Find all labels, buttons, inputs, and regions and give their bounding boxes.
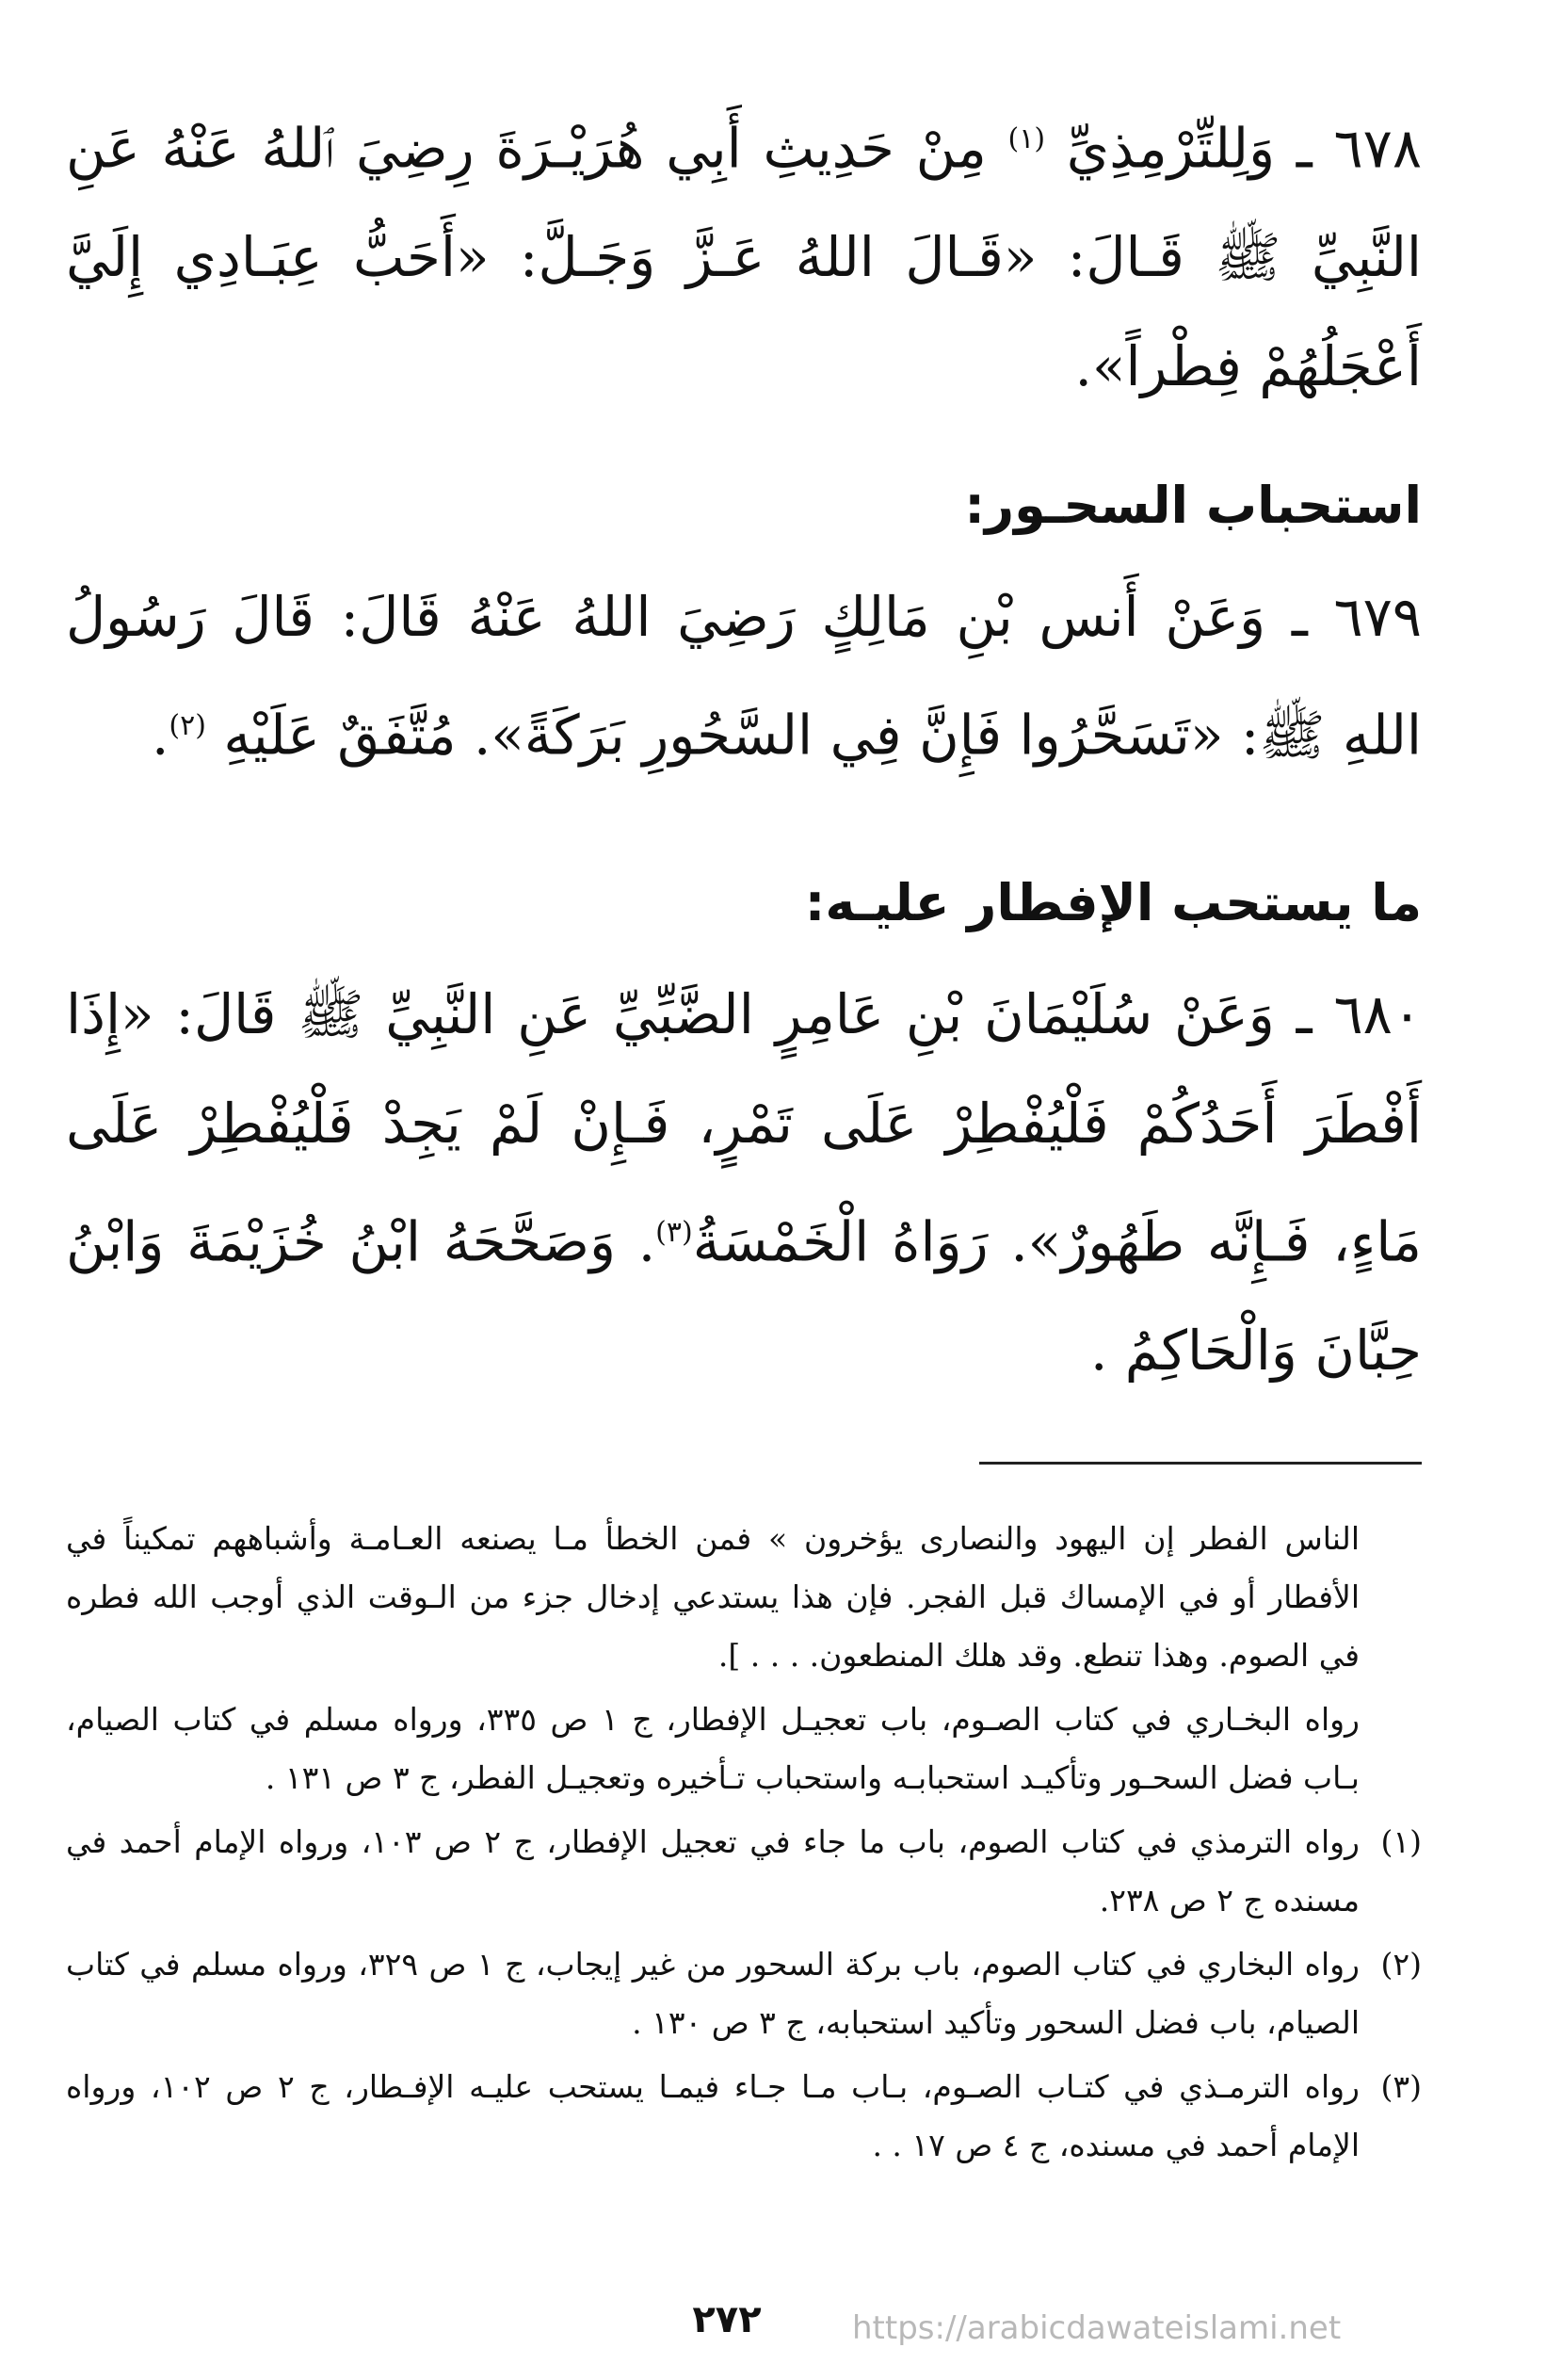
footnote-indent: [1360, 1691, 1422, 1807]
footnote-3: [66, 2058, 1422, 2175]
footnote-1-text: رواه الترمذي في كتاب الصوم، باب ما جاء في تعجيل الإفطار، ج ٢ ص ١٠٣، ورواه الإمام أحمد في مسنده ج ٢ ص ٢٣٨.: [66, 1822, 1360, 1919]
footnote-ref-2: (٢): [169, 709, 206, 743]
hadith-680: [66, 960, 1422, 1405]
footnote-ref-3: (٣): [655, 1215, 693, 1249]
hadith-680-text-a: ٦٨٠ ـ وَعَنْ سُلَيْمَانَ بْنِ عَامِرٍ الضَّبِّيِّ عَنِ النَّبِيِّ ﷺ قَالَ: «إِذَا أَفْطَرَ أَحَدُكُمْ فَلْيُفْطِرْ عَلَى تَمْرٍ، فَـإِنْ لَمْ يَجِدْ فَلْيُفْطِرْ عَلَى مَاءٍ، فَـإِنَّه طَهُورٌ». رَوَاهُ الْخَمْسَةُ: [66, 981, 1422, 1273]
footnote-2: [66, 1935, 1422, 2052]
page-number: ٢٧٢: [692, 2298, 762, 2341]
hadith-678-text-a: ٦٧٨ ـ وَلِلتِّرْمِذِيِّ: [1045, 116, 1422, 181]
footnotes: [66, 1510, 1422, 2175]
footnote-indent: [1360, 1510, 1422, 1685]
footnote-3-number: (٣): [1380, 2067, 1422, 2105]
footnote-carryover-1: [66, 1510, 1422, 1685]
footnote-1-number: (١): [1380, 1822, 1422, 1860]
watermark-url: https://arabicdawateislami.net: [852, 2309, 1342, 2347]
footnote-divider: [979, 1462, 1422, 1465]
footnote-3-text: رواه الترمـذي في كتـاب الصـوم، بـاب مـا جـاء فيمـا يستحب عليـه الإفـطار، ج ٢ ص ١٠٢، ورواه الإمام أحمد في مسنده، ج ٤ ص ١٧ . .: [66, 2067, 1360, 2163]
footnote-ref-1: (١): [1007, 122, 1046, 155]
hadith-680-text-b: . وَصَحَّحَهُ ابْنُ خُزَيْمَةَ وَابْنُ حِبَّانَ وَالْحَاكِمُ .: [66, 1208, 1422, 1383]
footnote-2-text: رواه البخاري في كتاب الصوم، باب بركة السحور من غير إيجاب، ج ١ ص ٣٢٩، ورواه مسلم في كتاب الصيام، باب فضل السحور وتأكيد استحبابه، ج ٣ ص ١٣٠ .: [66, 1945, 1360, 2041]
hadith-678-text-b: مِنْ حَدِيثِ أَبِي هُرَيْـرَةَ رِضِيَ ٱللهُ عَنْهُ عَنِ النَّبِيِّ ﷺ قَـالَ: «قَـالَ اللهُ عَـزَّ وَجَـلَّ: «أَحَبُّ عِبَـادِي إِلَيَّ أَعْجَلُهُمْ فِطْراً».: [66, 116, 1422, 399]
hadith-679: [66, 562, 1422, 789]
heading-suhur: استحباب السحـور:: [964, 476, 1422, 536]
heading-iftar: ما يستحب الإفطار عليـه:: [804, 872, 1422, 932]
footnote-carryover-1-text: الناس الفطر إن اليهود والنصارى يؤخرون » فمن الخطأ مـا يصنعه العـامـة وأشباههم تمكيناً في الأفطار أو في الإمساك قبل الفجر. فإن هذا يستدعي إدخال جزء من الـوقت الذي أوجب الله فطره في الصوم. وهذا تنطع. وقد هلك المنطعون. . . . ].: [66, 1519, 1360, 1674]
footnote-carryover-2-text: رواه البخـاري في كتاب الصـوم، باب تعجيـل الإفطار، ج ١ ص ٣٣٥، ورواه مسلم في كتاب الصيام، بـاب فضل السحـور وتأكيـد استحبابـه واستحباب تـأخيره وتعجيـل الفطر، ج ٣ ص ١٣١ .: [66, 1700, 1360, 1796]
hadith-679-text-a: ٦٧٩ ـ وَعَنْ أَنس بْنِ مَالِكٍ رَضِيَ اللهُ عَنْهُ قَالَ: قَالَ رَسُولُ اللهِ ﷺ: «تَسَحَّرُوا فَإِنَّ فِي السَّحُورِ بَرَكَةً». مُتَّفَقٌ عَلَيْهِ: [66, 585, 1422, 768]
footnote-carryover-2: [66, 1691, 1422, 1807]
footnote-2-number: (٢): [1380, 1945, 1422, 1983]
footnote-1: [66, 1813, 1422, 1930]
hadith-679-text-b: .: [151, 703, 169, 768]
hadith-678: [66, 85, 1422, 421]
book-page: [66, 85, 1422, 2279]
